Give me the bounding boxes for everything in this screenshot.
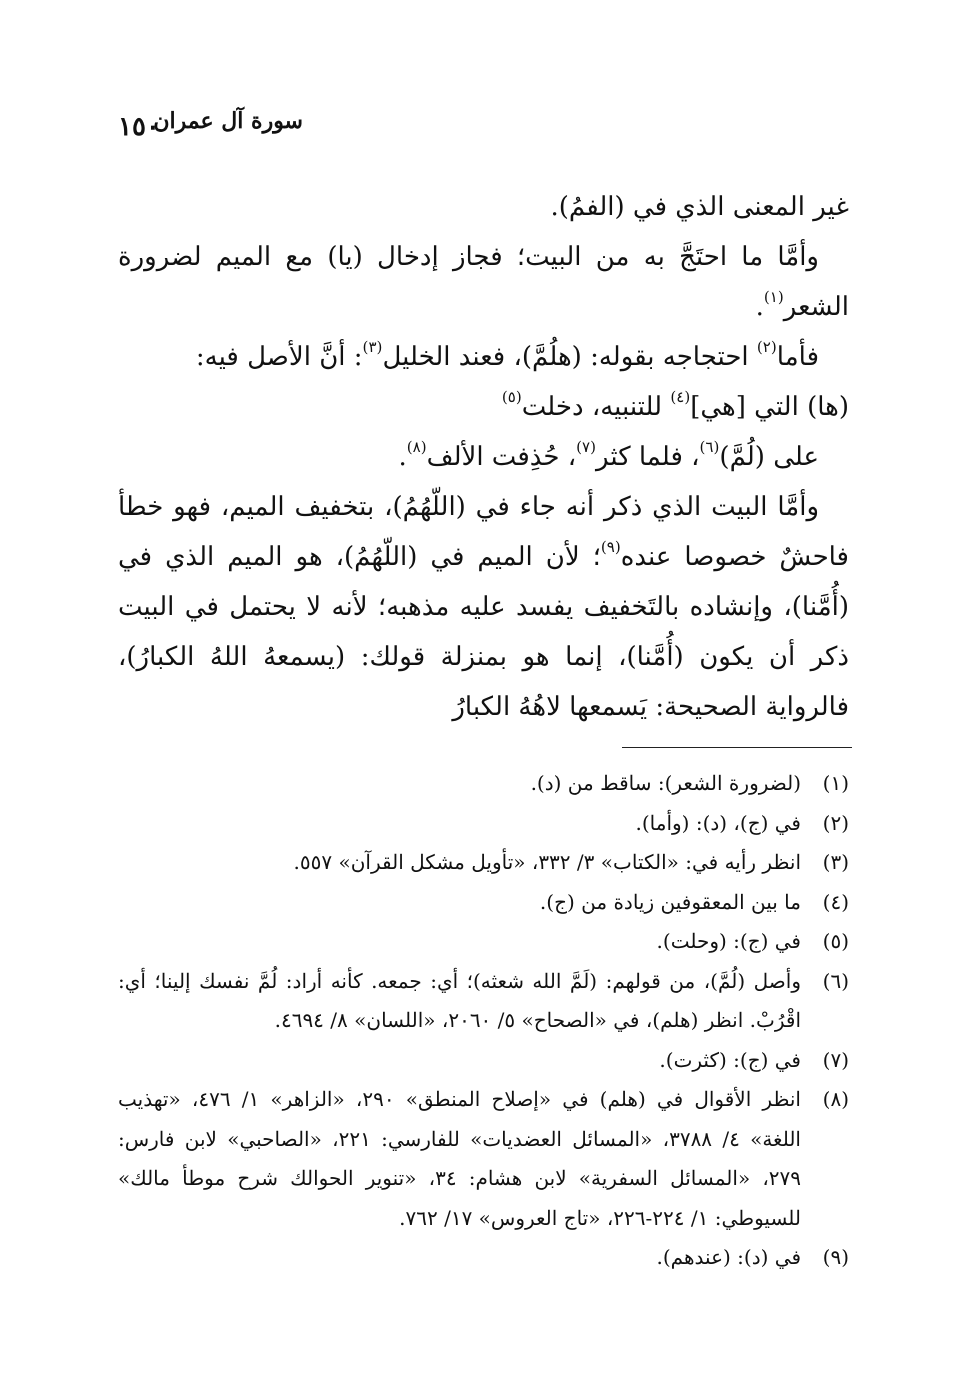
footnote-ref-8[interactable]: (٨) xyxy=(406,438,427,457)
text-fragment: ؛ لأن الميم في (اللّهُمُ)، هو الميم الذي في (أُمَّنا)، وإنشاده بالتَخفيف يفسد عليه مذهبه؛ لأنه لا يحتمل في البيت ذكر أن يكون (أُمَّنا)، إنما هو بمنزلة قولك: (يسمعهُ اللهُ الكبارُ)، فالرواية الصحيحة: يَسمعها لاهُهُ الكبارُ xyxy=(118,542,849,722)
footnote-ref-6[interactable]: (٦) xyxy=(699,438,720,457)
footnote-2 xyxy=(118,804,849,844)
footnote-ref-1[interactable]: (١) xyxy=(763,288,784,307)
paragraph-4 xyxy=(118,482,849,732)
running-title: سورة آل عمران xyxy=(153,108,303,134)
footnote-3 xyxy=(118,843,849,883)
footnote-5 xyxy=(118,922,849,962)
footnote-number: (٩) xyxy=(822,1245,849,1269)
footnote-number: (١) xyxy=(822,771,849,795)
footnote-text: وأصل (لُمَّ)، من قولهم: (لَمَّ الله شعثه)؛ أي: جمعه. كأنه أراد: لُمَّ نفسك إلينا؛ أي: اقْرُبْ. انظر (هلم)، في «الصحاح» ٥/ ٢٠٦٠، «اللسان» ٨/ ٤٦٩٤. xyxy=(118,968,801,1032)
footnote-ref-2[interactable]: (٢) xyxy=(756,338,777,357)
footnote-number: (٢) xyxy=(822,810,849,835)
text-fragment: للتنبيه، دخلت xyxy=(521,392,671,422)
footnote-ref-4[interactable]: (٤) xyxy=(670,388,691,407)
footnote-text: انظر الأقوال في (هلم) في «إصلاح المنطق» ٢٩٠، «الزاهر» ١/ ٤٧٦، «تهذيب اللغة» ٤/ ٣٧٨٨، «المسائل العضديات» للفارسي: ٢٢١، «الصاحبي» لابن فارس: ٢٧٩، «المسائل السفرية» لابن هشام: ٣٤، «تنوير الحوالك شرح موطأ مالك» للسيوطي: ١/ ٢٢٤-٢٢٦، «تاج العروس» ١٧/ ٧٦٢. xyxy=(118,1087,802,1230)
footnote-ref-7[interactable]: (٧) xyxy=(576,438,597,457)
text-fragment: : أنَّ الأصل فيه: xyxy=(195,342,363,372)
footnote-number: (٦) xyxy=(822,968,849,993)
footnote-number: (٧) xyxy=(822,1047,849,1072)
footnote-ref-9[interactable]: (٩) xyxy=(600,538,621,557)
footnote-text: ما بين المعقوفين زيادة من (ج). xyxy=(539,889,801,914)
text-fragment: (ها) التي [هي] xyxy=(690,392,849,422)
footnote-number: (٤) xyxy=(822,889,849,914)
footnote-8 xyxy=(118,1080,849,1238)
paragraph-3-line-2 xyxy=(118,382,849,432)
paragraph-2 xyxy=(118,232,849,332)
footnote-text: (لضرورة الشعر): ساقط من (د). xyxy=(530,771,801,795)
paragraph-3-line-3 xyxy=(118,432,849,482)
text-fragment: فأما xyxy=(776,342,819,372)
paragraph-2-text: وأمَّا ما احتَجَّ به من البيت؛ فجاز إدخال (يا) مع الميم لضرورة الشعر xyxy=(118,242,849,322)
footnote-ref-3[interactable]: (٣) xyxy=(362,338,383,357)
footnote-text: في (د): (عندهم). xyxy=(656,1245,801,1269)
paragraph-3-line-1 xyxy=(118,332,849,382)
footnote-text: في (ج)، (د): (وأما). xyxy=(635,810,801,835)
text-fragment: ، حُذِفت الألف xyxy=(426,442,577,472)
footnote-text: في (ج): (كثرت). xyxy=(659,1047,801,1072)
main-text xyxy=(118,182,849,732)
footnote-number: (٣) xyxy=(822,850,849,874)
text-fragment: ، فلما كثر xyxy=(596,442,700,472)
footnote-number: (٥) xyxy=(822,929,849,953)
footnote-4 xyxy=(118,883,849,923)
text-fragment: على (لُمَّ) xyxy=(719,442,819,472)
paragraph-2-end: . xyxy=(755,292,764,322)
text-fragment: . xyxy=(398,442,407,472)
footnote-9 xyxy=(118,1238,849,1278)
paragraph-1-text: غير المعنى الذي في (الفمُ). xyxy=(550,192,849,222)
footnote-ref-5[interactable]: (٥) xyxy=(501,388,522,407)
footnote-separator xyxy=(622,747,852,748)
paragraph-3 xyxy=(118,332,849,482)
paragraph-1 xyxy=(118,182,849,232)
footnote-1 xyxy=(118,764,849,804)
text-fragment: وأمَّا البيت الذي ذكر أنه جاء في (اللّهُمُ)، بتخفيف الميم، فهو خطأ فاحشٌ خصوصا عنده xyxy=(118,492,849,572)
footnotes-list xyxy=(118,764,849,1278)
footnote-text: انظر رأيه في: «الكتاب» ٣/ ٣٣٢، «تأويل مشكل القرآن» ٥٥٧. xyxy=(293,850,801,874)
footnote-7 xyxy=(118,1041,849,1081)
footnote-number: (٨) xyxy=(822,1087,849,1111)
footnote-6 xyxy=(118,962,849,1041)
text-fragment: احتجاجه بقوله: (هلُمَّ)، فعند الخليل xyxy=(382,342,757,372)
footnote-text: في (ج): (وحلت). xyxy=(656,929,801,953)
page-number: ١٥٠ xyxy=(118,112,160,142)
